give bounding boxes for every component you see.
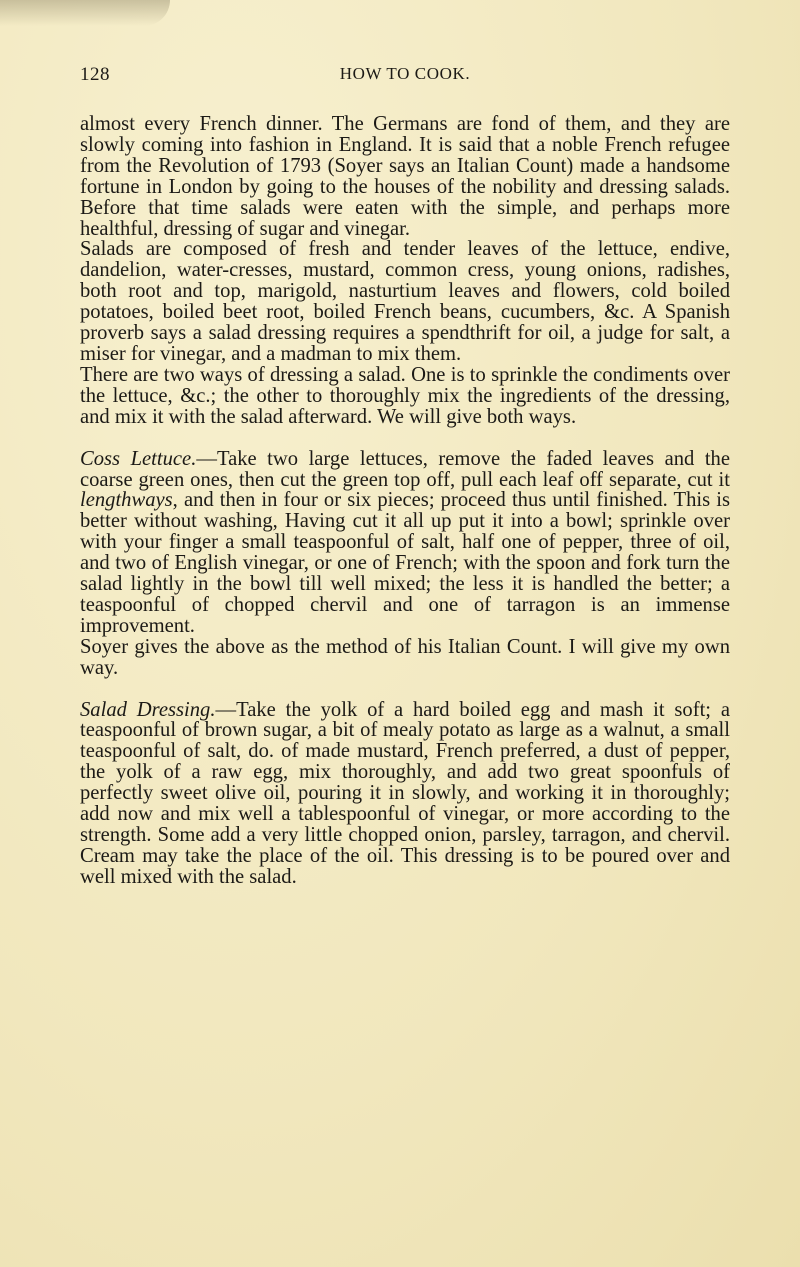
recipe-text-part-1: —Take two large lettuces, remove the faded leaves and the coarse green ones, then cut the green top off, pull each leaf off separate, cut it [80,447,730,491]
page-corner-shadow [0,0,170,26]
running-title: HOW TO COOK. [339,64,471,83]
paragraph-dressing-methods: There are two ways of dressing a salad. One is to sprinkle the condiments over the lettuce, &c.; the other to thoroughly mix the ingredients of the dressing, and mix it with the salad afterward. We will give both ways. [80,363,730,428]
paragraph-soyer-note: Soyer gives the above as the method of his Italian Count. I will give my own way. [80,635,730,679]
recipe-salad-dressing [80,700,730,888]
paragraph-salad-ingredients: Salads are composed of fresh and tender leaves of the lettuce, endive, dandelion, water-cresses, mustard, common cress, young onions, radishes, both root and top, marigold, nasturtium leaves and flowers, cold boiled potatoes, boiled beet root, boiled French beans, cucumbers, &c. A Spanish proverb says a salad dressing requires a spendthrift for oil, a judge for salt, a miser for vinegar, and a madman to mix them. [80,238,730,365]
recipe-heading-coss-lettuce: Coss Lettuce. [80,447,197,470]
page-number: 128 [80,64,110,85]
running-head [80,64,730,94]
recipe-coss-lettuce [80,449,730,637]
recipe-heading-salad-dressing: Salad Dressing. [80,698,216,721]
paragraph-french-salad-history: almost every French dinner. The Germans are fond of them, and they are slowly coming into fashion in England. It is said that a noble French refugee from the Revolution of 1793 (Soyer says an Italian Count) made a handsome fortune in London by going to the houses of the nobility and dressing salads. Before that time salads were eaten with the simple, and perhaps more healthful, dressing of sugar and vinegar. [80,113,730,240]
body-text [80,114,730,888]
recipe-text-salad-dressing: —Take the yolk of a hard boiled egg and mash it soft; a teaspoonful of brown sugar, a bit of mealy potato as large as a walnut, a small teaspoonful of salt, do. of made mustard, French preferred, a dust of pepper, the yolk of a raw egg, mix thoroughly, and add two great spoonfuls of perfectly sweet olive oil, pouring it in slowly, and working it in thoroughly; add now and mix well a tablespoonful of vinegar, or more according to the strength. Some add a very little chopped onion, parsley, tarragon, and chervil. Cream may take the place of the oil. This dressing is to be poured over and well mixed with the salad. [80,698,730,888]
recipe-text-part-2: , and then in four or six pieces; proceed thus until finished. This is better without washing, Having cut it all up put it into a bowl; sprinkle over with your finger a small teaspoonful of salt, half one of pepper, three of oil, and two of English vinegar, or one of French; with the spoon and fork turn the salad lightly in the bowl till well mixed; the less it is handled the better; a teaspoonful of chopped chervil and one of tarragon is an immense improvement. [80,489,730,637]
italic-lengthways: lengthways [80,489,173,512]
